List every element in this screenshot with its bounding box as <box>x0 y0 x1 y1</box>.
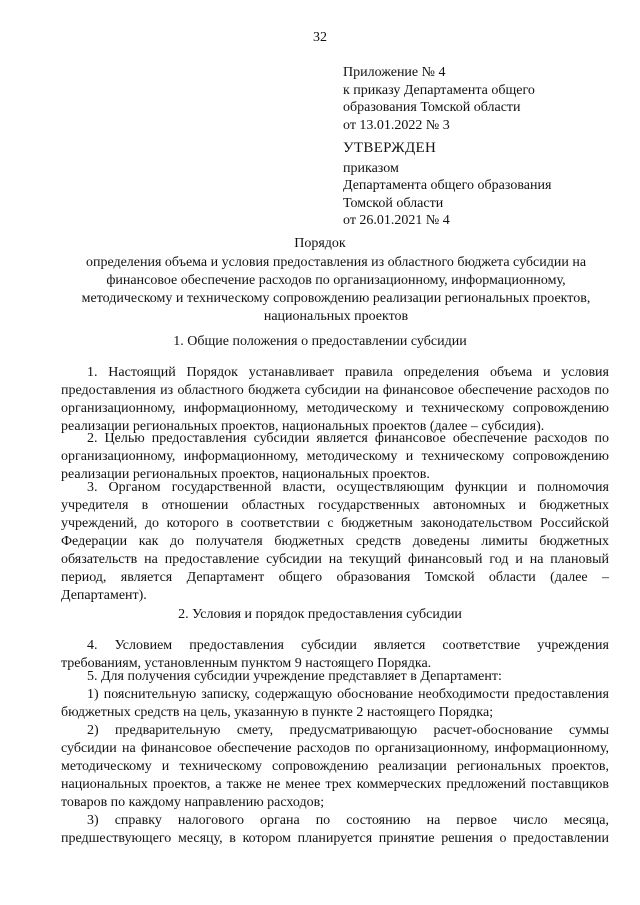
document-subtitle <box>60 254 612 326</box>
text-line: учреждений, до которого в соответствии с бюджетным законодательством Российской <box>61 516 609 531</box>
approval-block <box>343 140 551 230</box>
text-line: Федерации как до получателя бюджетных средств доведены лимиты бюджетных <box>61 534 609 549</box>
text-line: реализации региональных проектов, национальных проектов (далее – субсидия). <box>61 419 545 434</box>
approval-line: от 26.01.2021 № 4 <box>343 213 450 228</box>
text-line: 5. Для получения субсидии учреждение представляет в Департамент: <box>87 669 502 684</box>
approval-title: УТВЕРЖДЕН <box>343 140 437 156</box>
text-line: организационному, информационному, методическому и техническому сопровождению <box>61 449 609 464</box>
text-line: национальных проектов, а также не менее трех коммерческих предложений поставщиков <box>61 777 609 792</box>
text-line: 3. Органом государственной власти, осуществляющим функции и полномочия <box>87 480 609 495</box>
text-line: методическому и техническому сопровождению реализации региональных проектов, <box>61 759 609 774</box>
text-line: реализации региональных проектов, национальных проектов. <box>61 467 430 482</box>
text-line: учредителя в отношении областных государственных автономных и бюджетных <box>61 498 609 513</box>
text-line: предоставления из областного бюджета субсидии на финансовое обеспечение расходов по <box>61 383 609 398</box>
text-line: 1. Настоящий Порядок устанавливает правила определения объема и условия <box>87 365 609 380</box>
appendix-block <box>343 64 535 134</box>
approval-line: Томской области <box>343 195 444 211</box>
text-line: 1) пояснительную записку, содержащую обоснование необходимости предоставления <box>87 687 609 702</box>
text-line: период, является Департамент общего образования Томской области (далее – <box>61 570 609 585</box>
text-line: субсидии на финансовое обеспечение расходов по организационному, информационному, <box>61 741 609 756</box>
text-line: организационному, информационному, методическому и техническому сопровождению <box>61 401 609 416</box>
paragraph-1 <box>61 364 609 436</box>
subtitle-line: методическому и техническому сопровождению реализации региональных проектов, <box>81 291 591 306</box>
subtitle-line: национальных проектов <box>263 309 409 324</box>
text-line: 4. Условием предоставления субсидии является соответствие учреждения <box>87 638 609 653</box>
section-2-heading: 2. Условия и порядок предоставления субсидии <box>178 607 462 622</box>
paragraph-5 <box>61 668 609 848</box>
text-line: 2. Целью предоставления субсидии является финансовое обеспечение расходов по <box>87 431 609 446</box>
approval-line: приказом <box>343 160 399 176</box>
text-line: обязательств на предоставление субсидии на текущий финансовый год и на плановый <box>61 552 609 567</box>
text-line: предшествующего месяцу, в котором планируется принятие решения о предоставлении <box>61 831 609 846</box>
appendix-line: образования Томской области <box>343 100 521 115</box>
subtitle-line: финансовое обеспечение расходов по организационному, информационному, <box>106 273 566 288</box>
section-1-heading: 1. Общие положения о предоставлении субсидии <box>173 334 467 349</box>
text-line: 3) справку налогового органа по состоянию на первое число месяца, <box>87 813 609 828</box>
page-number: 32 <box>313 30 327 45</box>
subtitle-line: определения объема и условия предоставления из областного бюджета субсидии на <box>85 255 587 270</box>
text-line: товаров по каждому направлению расходов; <box>61 795 325 810</box>
paragraph-2 <box>61 430 609 484</box>
paragraph-3 <box>61 479 609 605</box>
appendix-line: от 13.01.2022 № 3 <box>343 117 450 133</box>
document-title: Порядок <box>294 236 346 251</box>
text-line: требованиям, установленным пунктом 9 настоящего Порядка. <box>61 656 432 671</box>
appendix-line: Приложение № 4 <box>343 65 446 80</box>
approval-line: Департамента общего образования <box>343 178 552 193</box>
appendix-line: к приказу Департамента общего <box>343 82 535 98</box>
text-line: Департамент). <box>61 588 147 603</box>
text-line: бюджетных средств на цель, указанную в пункте 2 настоящего Порядка; <box>61 705 494 720</box>
text-line: 2) предварительную смету, предусматривающую расчет-обоснование суммы <box>87 723 609 738</box>
